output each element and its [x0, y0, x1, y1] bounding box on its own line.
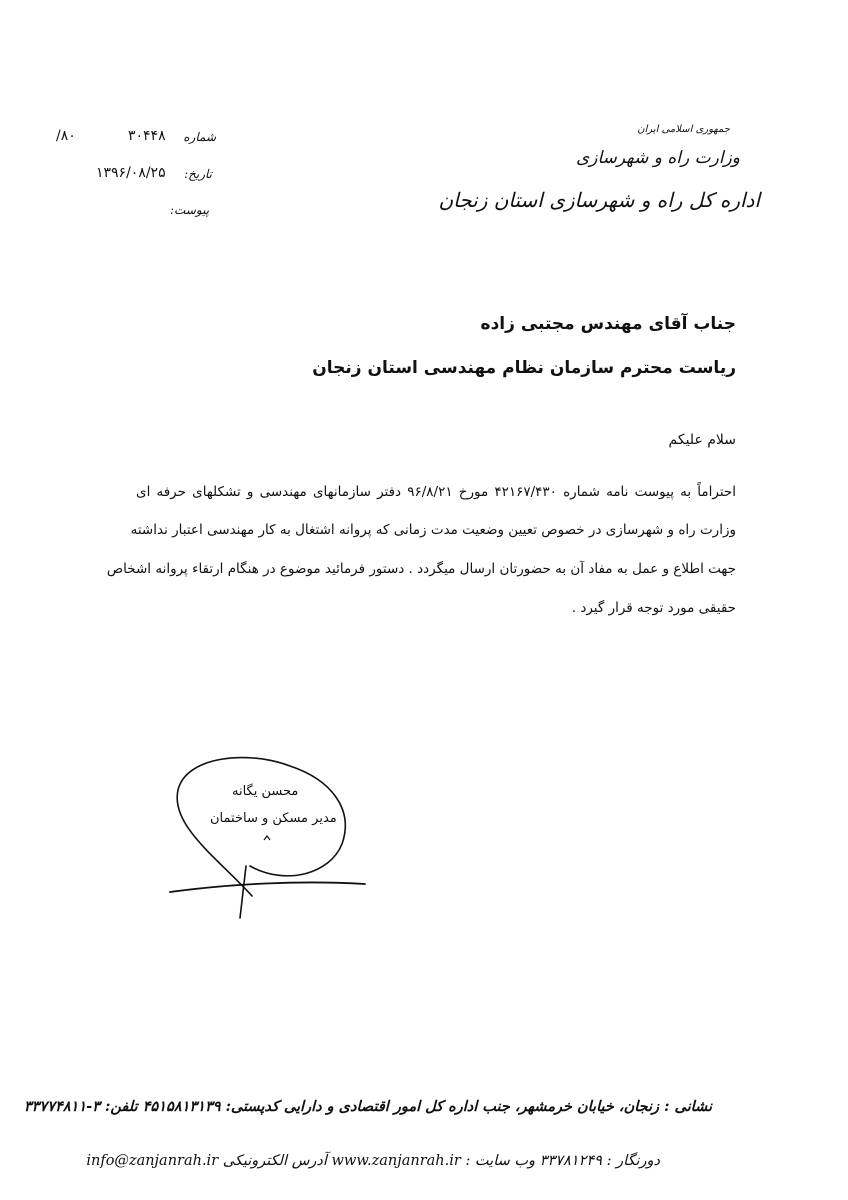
letterhead-country: جمهوری اسلامی ایران — [637, 124, 730, 135]
letter-date-row — [96, 165, 212, 185]
body-line-2: وزارت راه و شهرسازی در خصوص تعیین وضعیت مدت زمانی که پروانه اشتغال به کار مهندسی اعتبار نداشته — [130, 522, 736, 538]
letter-number-suffix: /۸۰ — [56, 128, 76, 144]
body-line-1: احتراماً به پیوست نامه شماره ۴۲۱۶۷/۴۳۰ مورخ ۹۶/۸/۲۱ دفتر سازمانهای مهندسی و تشکلهای حرفه ای — [136, 484, 737, 500]
body-line-3: جهت اطلاع و عمل به مفاد آن به حضورتان ارسال میگردد . دستور فرمائید موضوع در هنگام ارتقاء پروانه اشخاص — [106, 561, 736, 577]
signatory-title: مدیر مسکن و ساختمان — [210, 811, 337, 826]
footer-website[interactable]: www.zanjanrah.ir — [331, 1153, 461, 1169]
addressee-title: ریاست محترم سازمان نظام مهندسی استان زنجان — [312, 358, 736, 378]
body-line-4: حقیقی مورد توجه قرار گیرد . — [571, 600, 736, 616]
letter-number-value: ۳۰۴۴۸ — [128, 128, 166, 144]
footer-fax: دورنگار : ۳۳۷۸۱۲۴۹ — [539, 1153, 660, 1169]
footer-website-label: وب سایت : — [465, 1153, 536, 1169]
letter-number-label: شماره — [183, 130, 216, 144]
letter-date-label: تاریخ: — [184, 167, 212, 181]
letter-date-value: ۱۳۹۶/۰۸/۲۵ — [96, 165, 166, 181]
handwritten-signature — [160, 748, 370, 928]
footer-contacts — [86, 1153, 660, 1169]
letter-number-row — [56, 128, 216, 148]
footer-address: نشانی : زنجان، خیابان خرمشهر، جنب اداره کل امور اقتصادی و دارایی کدپستی: ۴۵۱۵۸۱۳۱۳۹ تلفن: ۳-۳۳۷۷۴۸۱۱ — [23, 1098, 712, 1115]
letterhead-office: اداره کل راه و شهرسازی استان زنجان — [438, 188, 760, 212]
footer-email-label: آدرس الکترونیکی — [222, 1153, 327, 1169]
letterhead-ministry: وزارت راه و شهرسازی — [575, 148, 740, 168]
salutation: سلام علیکم — [668, 432, 736, 448]
addressee-name: جناب آقای مهندس مجتبی زاده — [480, 314, 736, 334]
letter-attachment-label: پیوست: — [170, 203, 210, 217]
signatory-name: محسن یگانه — [232, 784, 299, 799]
footer-email[interactable]: info@zanjanrah.ir — [86, 1153, 219, 1169]
